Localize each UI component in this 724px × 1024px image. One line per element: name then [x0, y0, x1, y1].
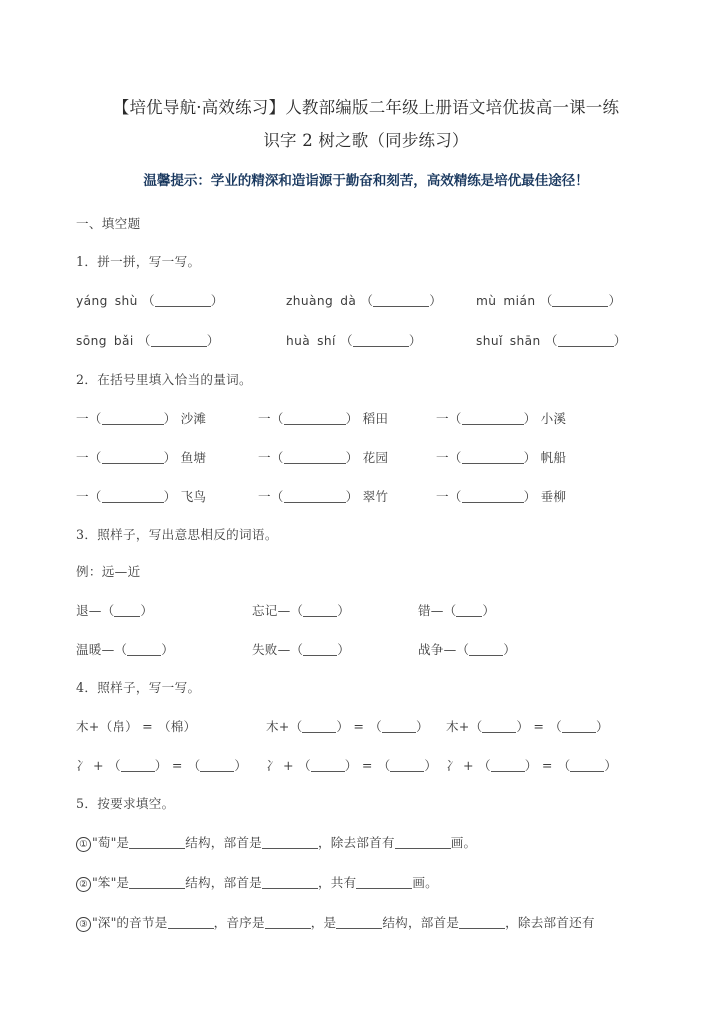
paren-close: ）	[337, 603, 350, 618]
measure-word-item	[436, 409, 616, 428]
text-segment: ，音序是	[213, 915, 265, 930]
paren-close: ）	[210, 293, 224, 308]
noun-label: 翠竹	[362, 489, 389, 504]
answer-blank[interactable]	[102, 491, 164, 503]
page-content	[76, 92, 656, 933]
paren-close: ）	[161, 642, 174, 657]
answer-blank[interactable]	[373, 295, 429, 307]
target-char: 笨	[97, 875, 111, 890]
text-segment: 画。	[450, 835, 477, 850]
measure-prefix: 一（	[258, 450, 284, 465]
paren-close: ）	[154, 758, 168, 773]
paren-open: （	[544, 333, 558, 348]
antonym-item	[252, 640, 418, 659]
noun-label: 沙滩	[180, 411, 207, 426]
paren-open: （	[137, 333, 151, 348]
measure-prefix: 一（	[76, 411, 102, 426]
answer-blank[interactable]	[356, 877, 412, 889]
answer-blank[interactable]	[284, 413, 346, 425]
measure-prefix: 一（	[436, 450, 462, 465]
paren-open: （	[157, 719, 171, 734]
dash: —	[277, 603, 291, 618]
answer-blank[interactable]	[390, 760, 424, 772]
paren-open: （	[469, 719, 483, 734]
paren-open: （	[298, 758, 311, 773]
measure-suffix: ）	[163, 489, 177, 504]
radical-char: 冫	[446, 758, 459, 773]
answer-blank[interactable]	[284, 491, 346, 503]
dash: —	[443, 642, 457, 657]
measure-word-item	[436, 487, 616, 506]
answer-blank[interactable]	[395, 837, 451, 849]
answer-blank[interactable]	[262, 877, 318, 889]
text-segment: ，是	[310, 915, 337, 930]
answer-blank[interactable]	[155, 295, 211, 307]
measure-suffix: ）	[345, 450, 359, 465]
text-segment: ，除去部首有	[317, 835, 395, 850]
paren-close: ）	[516, 719, 530, 734]
question-3-example: 例：远—近	[76, 564, 141, 579]
answer-blank[interactable]	[303, 644, 337, 656]
radical-char: 木	[266, 719, 279, 734]
target-char: 深	[97, 915, 111, 930]
pinyin-syllable-2: bǎi	[113, 334, 134, 348]
measure-word-item	[258, 487, 436, 506]
text-segment: 结构，部首是	[185, 875, 262, 890]
answer-blank[interactable]	[552, 295, 608, 307]
radical-char: 木	[76, 719, 89, 734]
radical-item	[266, 756, 446, 775]
quote-open: "	[92, 835, 98, 850]
answer-blank[interactable]	[302, 721, 336, 733]
quote-open: "	[92, 875, 98, 890]
answer-blank[interactable]	[459, 917, 505, 929]
measure-word-item	[258, 448, 436, 467]
pinyin-syllable-2: shù	[114, 294, 138, 308]
answer-blank[interactable]	[265, 917, 311, 929]
radical-item	[446, 717, 626, 736]
antonym-item	[252, 601, 418, 620]
plus-sign: +	[463, 758, 474, 773]
pinyin-syllable-1: shuǐ	[476, 334, 503, 348]
paren-open: （	[549, 719, 562, 734]
measure-prefix: 一（	[258, 411, 284, 426]
answer-blank[interactable]	[129, 837, 185, 849]
antonym-item	[76, 601, 252, 620]
pinyin-syllable-1: zhuàng	[286, 294, 334, 308]
pinyin-row	[76, 331, 656, 351]
antonym-word: 忘记	[252, 603, 278, 618]
paren-close: ）	[503, 642, 516, 657]
measure-suffix: ）	[345, 411, 359, 426]
question-1-heading: 1．拼一拼，写一写。	[76, 254, 201, 269]
pinyin-syllable-2: shí	[317, 334, 336, 348]
antonym-item	[418, 640, 588, 659]
answer-blank[interactable]	[200, 760, 234, 772]
paren-close: ）	[234, 758, 248, 773]
paren-open: （	[456, 642, 470, 657]
radical-row	[76, 756, 656, 775]
antonym-item	[76, 640, 252, 659]
paren-open: （	[108, 758, 121, 773]
paren-open: （	[114, 642, 128, 657]
answer-blank[interactable]	[102, 413, 164, 425]
noun-label: 帆船	[540, 450, 567, 465]
answer-blank[interactable]	[482, 721, 516, 733]
measure-suffix: ）	[163, 411, 177, 426]
question-2-heading: 2．在括号里填入恰当的量词。	[76, 372, 252, 387]
radical-example	[76, 717, 266, 736]
answer-blank[interactable]	[558, 335, 614, 347]
paren-close: ）	[595, 719, 609, 734]
pinyin-row	[76, 291, 656, 311]
answer-blank[interactable]	[562, 721, 596, 733]
paren-open: （	[360, 293, 374, 308]
noun-label: 小溪	[540, 411, 567, 426]
pinyin-item	[76, 291, 286, 311]
paren-open: （	[187, 758, 201, 773]
paren-open: （	[290, 642, 304, 657]
paren-close: ）	[140, 603, 154, 618]
measure-suffix: ）	[523, 411, 537, 426]
quote-open: "	[92, 915, 98, 930]
text-segment: 是	[116, 835, 130, 850]
answer-blank[interactable]	[262, 837, 318, 849]
text-segment: 结构，部首是	[382, 915, 460, 930]
plus-sign: +	[458, 719, 470, 734]
answer-blank[interactable]	[462, 452, 524, 464]
paren-open: （	[369, 719, 382, 734]
antonym-row	[76, 640, 656, 659]
equals-sign: =	[533, 719, 545, 734]
radical-item	[266, 717, 446, 736]
pinyin-syllable-1: yáng	[76, 294, 108, 308]
measure-suffix: ）	[163, 450, 177, 465]
paren-close: ）	[608, 293, 622, 308]
answer-blank[interactable]	[129, 877, 185, 889]
paren-close: ）	[424, 758, 438, 773]
equals-sign: =	[541, 758, 554, 773]
radical-char: 冫	[76, 758, 89, 773]
paren-close: ）	[415, 719, 429, 734]
paren-open: （	[340, 333, 353, 348]
answer-blank[interactable]	[382, 721, 416, 733]
measure-word-item	[436, 448, 616, 467]
antonym-item	[418, 601, 588, 620]
paren-close: ）	[604, 758, 618, 773]
text-segment: 结构，部首是	[185, 835, 262, 850]
antonym-row	[76, 601, 656, 620]
question-3-heading: 3．照样子，写出意思相反的词语。	[76, 527, 278, 542]
answer-blank[interactable]	[491, 760, 525, 772]
document-title-line1: 【培优导航·高效练习】人教部编版二年级上册语文培优拔高一课一练	[112, 98, 620, 117]
pinyin-syllable-2: dà	[340, 294, 357, 308]
radical-row	[76, 717, 656, 736]
tip-banner: 温馨提示：学业的精深和造诣源于勤奋和刻苦，高效精练是培优最佳途径！	[143, 173, 589, 189]
antonym-word: 失败	[252, 642, 278, 657]
answer-blank[interactable]	[469, 644, 503, 656]
fill-in-item	[76, 913, 656, 933]
paren-open: （	[289, 719, 303, 734]
question-4-heading: 4．照样子，写一写。	[76, 680, 201, 695]
pinyin-item	[76, 331, 286, 351]
text-segment: 画。	[412, 875, 438, 890]
answer-blank[interactable]	[353, 335, 409, 347]
text-segment: ，除去部首还有	[505, 915, 595, 930]
fill-in-item	[76, 833, 656, 853]
paren-open: （	[478, 758, 491, 773]
pinyin-item	[476, 291, 656, 311]
pinyin-syllable-1: mù	[476, 294, 497, 308]
measure-word-item	[76, 487, 258, 506]
answer-blank[interactable]	[303, 605, 337, 617]
paren-close: ）	[125, 719, 138, 734]
measure-suffix: ）	[523, 489, 537, 504]
paren-close: ）	[183, 719, 197, 734]
measure-word-item	[76, 409, 258, 428]
paren-close: ）	[482, 603, 496, 618]
section-heading: 一、填空题	[76, 216, 141, 231]
answer-blank[interactable]	[114, 605, 140, 617]
pinyin-syllable-2: shān	[509, 334, 541, 348]
answer-blank[interactable]	[462, 491, 524, 503]
paren-close: ）	[408, 333, 422, 348]
paren-close: ）	[524, 758, 538, 773]
target-char: 萄	[97, 835, 111, 850]
radical-item	[446, 756, 626, 775]
item-number-badge: ②	[76, 877, 91, 892]
answer-blank[interactable]	[121, 760, 155, 772]
dash: —	[101, 642, 115, 657]
answer-blank[interactable]	[462, 413, 524, 425]
equals-sign: =	[171, 758, 184, 773]
radical-char: 冫	[266, 758, 279, 773]
dash: —	[277, 642, 291, 657]
equals-sign: =	[361, 758, 374, 773]
answer-blank[interactable]	[336, 917, 382, 929]
result-char: 棉	[170, 719, 184, 734]
text-segment: 是	[116, 875, 130, 890]
paren-open: （	[101, 603, 115, 618]
measure-prefix: 一（	[258, 489, 284, 504]
plus-sign: +	[93, 758, 104, 773]
measure-prefix: 一（	[76, 450, 102, 465]
equals-sign: =	[353, 719, 365, 734]
quote-close: "	[110, 835, 117, 850]
answer-blank[interactable]	[284, 452, 346, 464]
fill-in-item	[76, 873, 656, 893]
answer-blank[interactable]	[127, 644, 161, 656]
antonym-word: 退	[76, 603, 89, 618]
pinyin-syllable-1: sōng	[76, 334, 107, 348]
measure-word-row	[76, 409, 656, 428]
paren-open: （	[141, 293, 155, 308]
document-title-line2: 识字 2 树之歌（同步练习）	[263, 131, 469, 150]
plus-sign: +	[283, 758, 294, 773]
component-char: 帛	[112, 719, 126, 734]
answer-blank[interactable]	[151, 335, 207, 347]
answer-blank[interactable]	[168, 917, 214, 929]
noun-label: 稻田	[362, 411, 389, 426]
measure-word-row	[76, 487, 656, 506]
dash: —	[430, 603, 444, 618]
answer-blank[interactable]	[311, 760, 345, 772]
radical-item	[76, 756, 266, 775]
noun-label: 飞鸟	[180, 489, 207, 504]
paren-close: ）	[613, 333, 627, 348]
pinyin-syllable-1: huà	[286, 334, 311, 348]
measure-suffix: ）	[523, 450, 537, 465]
antonym-word: 错	[418, 603, 431, 618]
measure-word-item	[76, 448, 258, 467]
plus-sign: +	[88, 719, 100, 734]
measure-word-item	[258, 409, 436, 428]
text-segment: 的音节是	[116, 915, 168, 930]
item-number-badge: ③	[76, 917, 91, 932]
text-segment: ，共有	[317, 875, 357, 890]
paren-close: ）	[344, 758, 358, 773]
antonym-word: 温暖	[76, 642, 102, 657]
paren-open: （	[290, 603, 304, 618]
antonym-word: 战争	[418, 642, 444, 657]
equals-sign: =	[142, 719, 154, 734]
question-5-heading: 5．按要求填空。	[76, 796, 175, 811]
paren-close: ）	[429, 293, 443, 308]
measure-word-row	[76, 448, 656, 467]
answer-blank[interactable]	[456, 605, 482, 617]
paren-open: （	[539, 293, 553, 308]
noun-label: 鱼塘	[180, 450, 207, 465]
paren-open: （	[443, 603, 457, 618]
measure-prefix: 一（	[76, 489, 102, 504]
paren-close: ）	[337, 642, 350, 657]
measure-prefix: 一（	[436, 489, 462, 504]
measure-suffix: ）	[345, 489, 359, 504]
paren-open: （	[99, 719, 113, 734]
paren-close: ）	[336, 719, 350, 734]
answer-blank[interactable]	[102, 452, 164, 464]
pinyin-item	[476, 331, 656, 351]
plus-sign: +	[278, 719, 290, 734]
noun-label: 垂柳	[540, 489, 567, 504]
quote-close: "	[110, 875, 117, 890]
pinyin-syllable-2: mián	[503, 294, 536, 308]
paren-open: （	[557, 758, 571, 773]
radical-char: 木	[446, 719, 459, 734]
pinyin-item	[286, 291, 476, 311]
paren-close: ）	[206, 333, 220, 348]
dash: —	[88, 603, 102, 618]
paren-open: （	[377, 758, 391, 773]
noun-label: 花园	[362, 450, 389, 465]
answer-blank[interactable]	[570, 760, 604, 772]
pinyin-item	[286, 331, 476, 351]
item-number-badge: ①	[76, 837, 91, 852]
measure-prefix: 一（	[436, 411, 462, 426]
quote-close: "	[110, 915, 117, 930]
